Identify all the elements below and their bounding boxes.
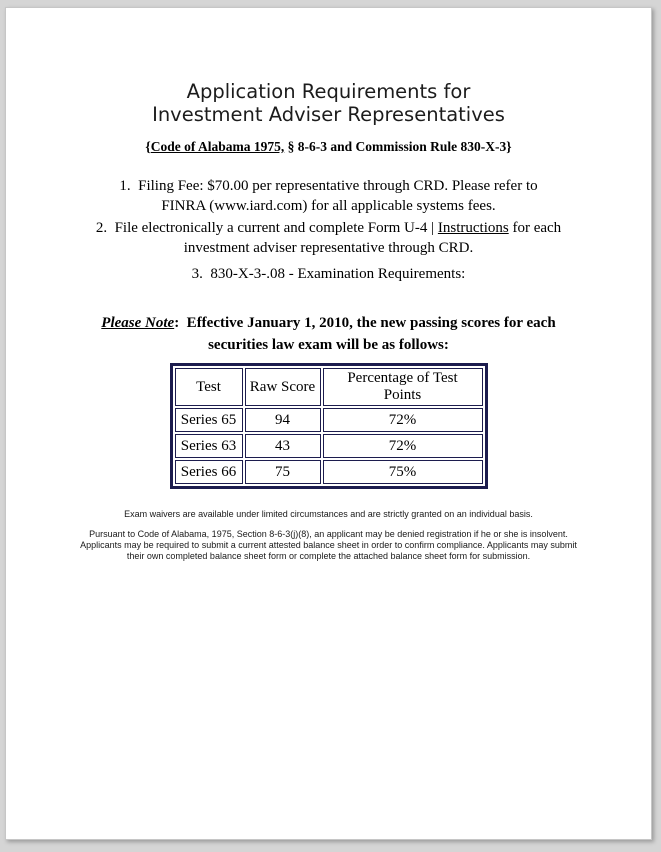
table-header-row: [175, 368, 483, 406]
col-header-percentage: Percentage of Test Points: [323, 368, 483, 406]
col-header-raw-score: Raw Score: [245, 368, 321, 406]
item-1-line-2: FINRA (www.iard.com) for all applicable systems fees.: [161, 198, 496, 214]
footnote-balance-line-1: Pursuant to Code of Alabama, 1975, Section 8-6-3(j)(8), an applicant may be denied registration if he or she is insolvent.: [89, 529, 568, 539]
code-of-alabama-link[interactable]: Code of Alabama 1975,: [150, 139, 285, 154]
cell-series-65-raw: 94: [245, 408, 321, 432]
title-line-2: Investment Adviser Representatives: [152, 103, 505, 126]
cell-series-63-test: Series 63: [175, 434, 243, 458]
footnote-balance-line-2: Applicants may be required to submit a current attested balance sheet in order to confirm compliance. Applicants may submit: [80, 540, 577, 550]
list-item-form-u4: [6, 218, 651, 258]
footnote-balance-sheet: [6, 529, 651, 562]
footnote-exam-waivers: Exam waivers are available under limited circumstances and are strictly granted on an individual basis.: [124, 509, 533, 519]
item-2-line-1: [6, 218, 651, 238]
please-note-paragraph: [6, 312, 651, 356]
note-line-1: [6, 312, 651, 334]
item-2-text-after: for each: [508, 220, 562, 236]
note-line-2: securities law exam will be as follows:: [208, 337, 449, 353]
footnote-balance-line-3: their own completed balance sheet form or complete the attached balance sheet form for submission.: [126, 551, 531, 561]
cell-series-65-test: Series 65: [175, 408, 243, 432]
item-1-line-1: 1. Filing Fee: $70.00 per representative through CRD. Please refer to: [119, 178, 538, 194]
cell-series-66-pct: 75%: [323, 460, 483, 484]
document-page: [5, 7, 652, 840]
please-note-label: Please Note: [101, 315, 175, 331]
citation-line: [6, 139, 651, 155]
cell-series-63-pct: 72%: [323, 434, 483, 458]
cell-series-63-raw: 43: [245, 434, 321, 458]
title-line-1: Application Requirements for: [186, 80, 471, 103]
cell-series-66-test: Series 66: [175, 460, 243, 484]
passing-scores-table: [170, 363, 488, 489]
table-row-series-63: [175, 434, 483, 458]
cell-series-65-pct: 72%: [323, 408, 483, 432]
page-title: [6, 80, 651, 126]
item-3-line-1: 3. 830-X-3-.08 - Examination Requirements:: [191, 266, 466, 282]
col-header-test: Test: [175, 368, 243, 406]
citation-rest: § 8-6-3 and Commission Rule 830-X-3}: [284, 139, 512, 154]
note-line-1-rest: : Effective January 1, 2010, the new passing scores for each: [174, 315, 556, 331]
item-2-text-before: 2. File electronically a current and complete Form U-4 |: [95, 220, 438, 236]
list-item-filing-fee: [6, 176, 651, 216]
table-row-series-65: [175, 408, 483, 432]
cell-series-66-raw: 75: [245, 460, 321, 484]
table-row-series-66: [175, 460, 483, 484]
citation-open-brace: {: [145, 139, 151, 154]
list-item-examination: [6, 264, 651, 284]
item-2-line-2: investment adviser representative through CRD.: [183, 240, 474, 256]
instructions-link[interactable]: Instructions: [437, 220, 509, 236]
